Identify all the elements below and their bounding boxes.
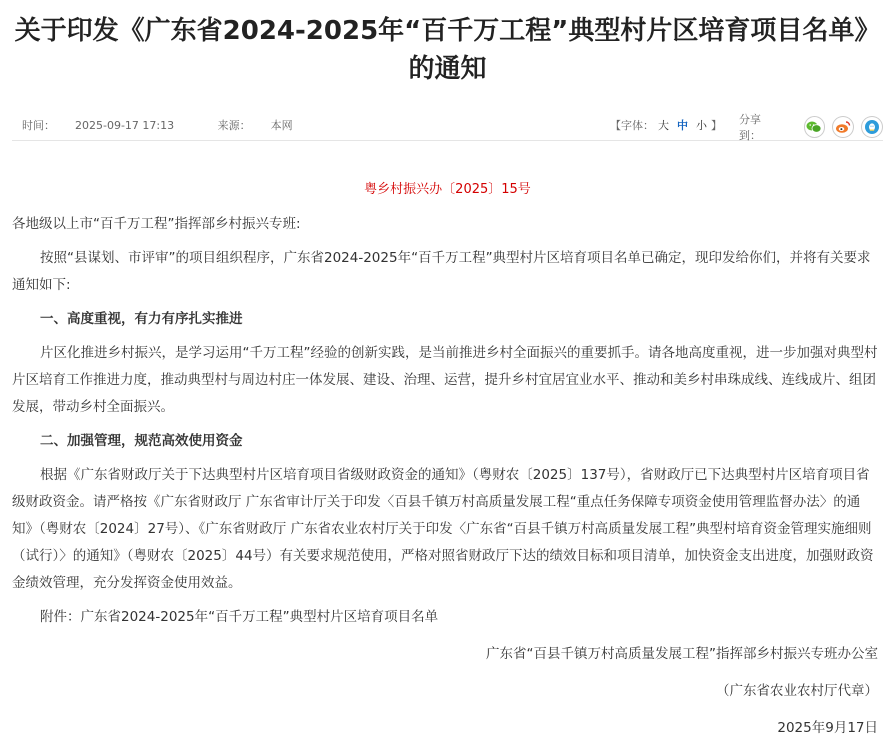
salutation: 各地级以上市“百千万工程”指挥部乡村振兴专班:	[12, 216, 301, 232]
section-heading-2: 二、加强管理，规范高效使用资金	[40, 433, 243, 449]
publish-time-label: 时间：	[22, 119, 55, 132]
article-title	[0, 12, 895, 88]
font-size-label: 【字体：	[610, 119, 654, 132]
qq-icon	[864, 119, 880, 135]
signature-date: 2025年9月17日	[777, 720, 878, 736]
font-size-large-button[interactable]: 大	[658, 119, 669, 132]
signature-issuer: 广东省“百县千镇万村高质量发展工程”指挥部乡村振兴专班办公室	[486, 646, 878, 662]
attachment-note: 附件：广东省2024-2025年“百千万工程”典型村片区培育项目名单	[40, 609, 439, 625]
font-size-small-button[interactable]: 小	[696, 119, 707, 132]
signature-seal-note: （广东省农业农村厅代章）	[716, 683, 878, 699]
article-meta-bar	[12, 110, 883, 141]
paragraph-section-2: 根据《广东省财政厅关于下达典型村片区培育项目省级财政资金的通知》（粤财农〔2025〕137号），省财政厅已下达典型村片区培育项目省级财政资金。请严格按《广东省财政厅 广东省审计厅关于印发〈百县千镇万村高质量发展工程“重点任务保障专项资金使用管理监督办法〉的通知》（粤财农〔2024〕27号）、《广东省财政厅 广东省农业农村厅关于印发〈广东省“百县千镇万村高质量发展工程”典型村培育资金管理实施细则（试行）〉的通知》（粤财农〔2025〕44号）有关要求规范使用，严格对照省财政厅下达的绩效目标和项目清单，加快资金支出进度，加强财政资金绩效管理，充分发挥资金使用效益。	[12, 467, 874, 591]
share-bar	[739, 111, 883, 143]
article-body	[12, 211, 880, 742]
weibo-icon	[835, 120, 851, 134]
source-value: 本网	[270, 119, 293, 132]
publish-time	[22, 119, 194, 132]
font-size-medium-button[interactable]: 中	[677, 119, 688, 132]
font-size-bracket: 】	[711, 119, 722, 132]
wechat-icon	[806, 120, 822, 134]
article-title-line2: 的通知	[408, 54, 487, 84]
article-title-line1: 关于印发《广东省2024-2025年“百千万工程”典型村片区培育项目名单》	[14, 16, 881, 46]
share-label: 分享到：	[739, 113, 761, 142]
share-wechat-button[interactable]	[804, 116, 826, 138]
share-qq-button[interactable]	[861, 116, 883, 138]
publish-time-value: 2025-09-17 17:13	[75, 119, 175, 132]
section-heading-1: 一、高度重视，有力有序扎实推进	[40, 311, 243, 327]
font-size-control	[610, 117, 722, 133]
article-meta-info	[22, 117, 333, 133]
paragraph-intro: 按照“县谋划、市评审”的项目组织程序，广东省2024-2025年“百千万工程”典型村片区培育项目名单已确定，现印发给你们，并将有关要求通知如下:	[12, 250, 871, 293]
share-weibo-button[interactable]	[832, 116, 854, 138]
source-label: 来源：	[217, 119, 251, 132]
source	[218, 119, 313, 132]
paragraph-section-1: 片区化推进乡村振兴，是学习运用“千万工程”经验的创新实践，是当前推进乡村全面振兴的重要抓手。请各地高度重视，进一步加强对典型村片区培育工作推进力度，推动典型村与周边村庄一体发展、建设、治理、运营，提升乡村宜居宜业水平、推动和美乡村串珠成线、连线成片、组团发展，带动乡村全面振兴。	[12, 345, 878, 415]
document-number: 粤乡村振兴办〔2025〕15号	[364, 182, 531, 197]
